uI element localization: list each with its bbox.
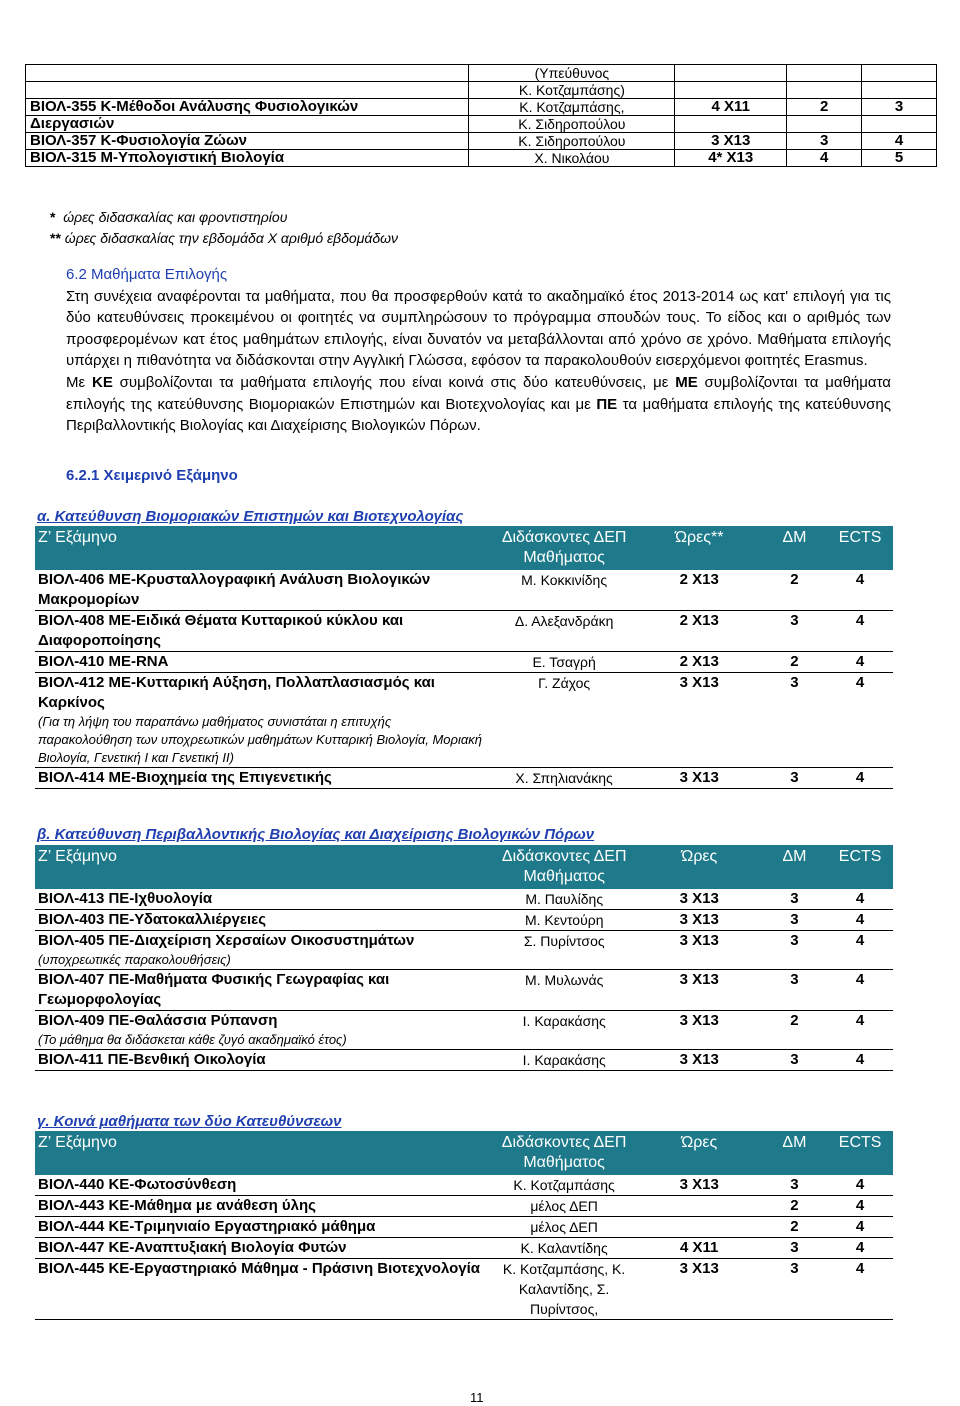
instructor: Ι. Καρακάσης — [492, 1050, 637, 1071]
dm: 3 — [762, 910, 828, 931]
table-row — [35, 652, 893, 673]
hours: 3 Χ13 — [675, 133, 787, 150]
dm: 3 — [762, 1238, 828, 1259]
footnotes — [50, 207, 398, 249]
hours — [675, 82, 787, 99]
hours-header: Ώρες — [637, 1131, 762, 1175]
hours: 3 Χ13 — [637, 673, 762, 768]
table-row — [35, 611, 893, 652]
course-cell — [35, 652, 492, 673]
table-row — [35, 1259, 893, 1320]
course-cell — [35, 1175, 491, 1196]
instructor: Κ. Κοτζαμπάσης — [491, 1175, 636, 1196]
ects: 4 — [827, 652, 893, 673]
section-paragraph-2: Με ΚΕ συμβολίζονται τα μαθήματα επιλογής που είναι κοινά στις δύο κατευθύνσεις, με ΜΕ συμβολίζονται τα μαθήματα επιλογής της κατεύθυνσης Βιομοριακών Επιστημών και Βιοτεχνολογίας και με ΠΕ τα μαθήματα επιλογής της κατεύθυνσης Περιβαλλοντικής Βιολογίας και Διαχείρισης Βιολογικών Πόρων. — [66, 373, 891, 435]
ects: 4 — [827, 1196, 893, 1217]
dm — [787, 116, 862, 133]
table-row — [35, 673, 893, 768]
ects: 4 — [827, 1175, 893, 1196]
course-name: ΒΙΟΛ-411 ΠΕ-Βενθική Οικολογία — [38, 1051, 266, 1068]
table-header-row — [35, 1131, 893, 1175]
hours — [675, 116, 787, 133]
instructor: Κ. Κοτζαμπάσης, — [469, 99, 675, 116]
hours: 3 Χ13 — [637, 889, 762, 910]
course-cell — [35, 1050, 492, 1071]
footnote-1: * ώρες διδασκαλίας και φροντιστηρίου — [50, 209, 288, 225]
hours: 2 Χ13 — [637, 570, 762, 611]
table-row — [26, 82, 937, 99]
dm — [787, 82, 862, 99]
dm: 2 — [762, 652, 827, 673]
dm: 2 — [787, 99, 862, 116]
hours: 2 Χ13 — [637, 652, 762, 673]
semester-header: Ζ’ Εξάμηνο — [35, 845, 492, 889]
dm: 2 — [762, 1011, 828, 1050]
table-row — [35, 931, 893, 970]
course-cell — [35, 570, 492, 611]
dm: 3 — [762, 768, 827, 789]
ects-header: ECTS — [827, 845, 893, 889]
table-row — [26, 133, 937, 150]
course-cell — [35, 1011, 492, 1050]
hours: 4* Χ13 — [675, 150, 787, 167]
course-name: ΒΙΟΛ-406 ΜΕ-Κρυσταλλογραφική Ανάλυση Βιολογικών Μακρομορίων — [38, 571, 431, 608]
course-name: ΒΙΟΛ-440 ΚΕ-Φωτοσύνθεση — [38, 1176, 237, 1193]
hours: 3 Χ13 — [637, 1011, 762, 1050]
ects: 5 — [862, 150, 937, 167]
subsection-title: 6.2.1 Χειμερινό Εξάμηνο — [66, 467, 238, 484]
hours: 3 Χ13 — [637, 1050, 762, 1071]
page-number: 11 — [470, 1390, 484, 1405]
table-row — [35, 1238, 893, 1259]
ects: 4 — [827, 768, 893, 789]
course-table-b — [35, 845, 893, 1071]
course-note: (Για τη λήψη του παραπάνω μαθήματος συνιστάται η επιτυχής παρακολούθηση των υποχρεωτικών μαθημάτων Κυτταρική Βιολογία, Μοριακή Βιολογία, Γενετική Ι και Γενετική ΙΙ) — [38, 714, 483, 765]
section-elective-courses — [66, 264, 891, 437]
dm-header: ΔΜ — [762, 1131, 828, 1175]
ects-header: ECTS — [827, 1131, 893, 1175]
course-name — [26, 82, 469, 99]
section-title: 6.2 Μαθήματα Επιλογής — [66, 266, 228, 283]
hours — [637, 1217, 762, 1238]
instructor-header: Διδάσκοντες ΔΕΠ Μαθήματος — [492, 845, 637, 889]
ects: 3 — [862, 99, 937, 116]
ects: 4 — [827, 910, 893, 931]
course-name: ΒΙΟΛ-315 Μ-Υπολογιστική Βιολογία — [26, 150, 469, 167]
ects: 4 — [862, 133, 937, 150]
instructor: Μ. Κοκκινίδης — [492, 570, 637, 611]
footnote-2: ** ώρες διδασκαλίας την εβδομάδα Χ αριθμό εβδομάδων — [50, 230, 399, 246]
ects: 4 — [827, 1238, 893, 1259]
hours: 2 Χ13 — [637, 611, 762, 652]
dm-header: ΔΜ — [762, 526, 827, 570]
course-name: ΒΙΟΛ-405 ΠΕ-Διαχείριση Χερσαίων Οικοσυστημάτων — [38, 932, 415, 949]
instructor: μέλος ΔΕΠ — [491, 1196, 636, 1217]
course-cell — [35, 1196, 491, 1217]
ects: 4 — [827, 931, 893, 970]
course-table-a — [35, 526, 893, 789]
hours-header: Ώρες** — [637, 526, 762, 570]
course-cell — [35, 1217, 491, 1238]
course-name: ΒΙΟΛ-408 ΜΕ-Ειδικά Θέματα Κυτταρικού κύκλου και Διαφοροποίησης — [38, 612, 404, 649]
instructor: Σ. Πυρίντσος — [492, 931, 637, 970]
table-row — [26, 116, 937, 133]
dm: 2 — [762, 570, 827, 611]
course-cell — [35, 910, 492, 931]
ects: 4 — [827, 1259, 893, 1320]
instructor: Ι. Καρακάσης — [492, 1011, 637, 1050]
hours: 4 Χ11 — [637, 1238, 762, 1259]
table-row — [35, 1011, 893, 1050]
course-cell — [35, 673, 492, 768]
course-table-c — [35, 1131, 893, 1320]
dm-header: ΔΜ — [762, 845, 828, 889]
course-cell — [35, 970, 492, 1011]
dm: 2 — [762, 1196, 828, 1217]
table-row — [35, 570, 893, 611]
ects-header: ECTS — [827, 526, 893, 570]
course-cell — [35, 889, 492, 910]
section-paragraph-1: Στη συνέχεια αναφέρονται τα μαθήματα, που θα προσφερθούν κατά το ακαδημαϊκό έτος 2013-2014 ως κατ' επιλογή για τις δύο κατευθύνσεις προκειμένου οι φοιτητές να συμπληρώσουν το πρόγραμμα σπουδών τους. Το είδος και ο αριθμός των προσφερομένων κατ έτος μαθημάτων επιλογής, είναι δυνατόν να μεταβάλλονται από χρόνο σε χρόνο. Μαθήματα επιλογής υπάρχει η πιθανότητα να διδάσκονται στην Αγγλική Γλώσσα, εφόσον τα παρακολουθούν εισερχόμενοι φοιτητές Erasmus. — [66, 287, 891, 370]
table-header-row — [35, 526, 893, 570]
dm: 3 — [762, 931, 828, 970]
header-line-2: ΟΔΗΓΟΣ ΠΡΟΠΤΥΧΙΑΚΩΝ ΣΠΟΥΔΩΝ 2013-2014 — [487, 32, 890, 47]
instructor: Χ. Νικολάου — [469, 150, 675, 167]
ects: 4 — [827, 1011, 893, 1050]
ects — [862, 65, 937, 82]
course-note: (Το μάθημα θα διδάσκεται κάθε ζυγό ακαδημαϊκό έτος) — [38, 1032, 347, 1047]
hours-header: Ώρες — [637, 845, 762, 889]
hours: 3 Χ13 — [637, 970, 762, 1011]
course-name — [26, 65, 469, 82]
ects: 4 — [827, 889, 893, 910]
dm: 3 — [762, 611, 827, 652]
instructor: (Υπεύθυνος — [469, 65, 675, 82]
dm: 3 — [762, 970, 828, 1011]
hours — [637, 1196, 762, 1217]
course-name: ΒΙΟΛ-413 ΠΕ-Ιχθυολογία — [38, 890, 213, 907]
dm: 3 — [762, 1175, 828, 1196]
ects: 4 — [827, 673, 893, 768]
instructor: Χ. Σπηλιανάκης — [492, 768, 637, 789]
dm: 3 — [762, 889, 828, 910]
hours: 4 Χ11 — [675, 99, 787, 116]
instructor: μέλος ΔΕΠ — [491, 1217, 636, 1238]
course-name: ΒΙΟΛ-447 ΚΕ-Αναπτυξιακή Βιολογία Φυτών — [38, 1239, 347, 1256]
course-name: ΒΙΟΛ-357 Κ-Φυσιολογία Ζώων — [26, 133, 469, 150]
ects: 4 — [827, 570, 893, 611]
semester-header: Ζ’ Εξάμηνο — [35, 1131, 491, 1175]
instructor: Μ. Παυλίδης — [492, 889, 637, 910]
semester-header: Ζ’ Εξάμηνο — [35, 526, 492, 570]
hours — [675, 65, 787, 82]
course-name: ΒΙΟΛ-409 ΠΕ-Θαλάσσια Ρύπανση — [38, 1012, 278, 1029]
course-name: ΒΙΟΛ-407 ΠΕ-Μαθήματα Φυσικής Γεωγραφίας και Γεωμορφολογίας — [38, 971, 390, 1008]
instructor: Ε. Τσαγρή — [492, 652, 637, 673]
table-row — [35, 1175, 893, 1196]
continued-course-table — [25, 64, 937, 167]
instructor: Κ. Σιδηροπούλου — [469, 133, 675, 150]
instructor: Μ. Μυλωνάς — [492, 970, 637, 1011]
instructor: Κ. Κοτζαμπάσης, Κ. Καλαντίδης, Σ. Πυρίντσος, — [491, 1259, 636, 1320]
course-cell — [35, 1259, 491, 1320]
table-row — [26, 150, 937, 167]
hours: 3 Χ13 — [637, 910, 762, 931]
dm: 2 — [762, 1217, 828, 1238]
table-row — [35, 768, 893, 789]
course-cell — [35, 768, 492, 789]
dm: 3 — [762, 1050, 828, 1071]
table-caption-a: α. Κατεύθυνση Βιομοριακών Επιστημών και Βιοτεχνολογίας — [37, 508, 464, 525]
header-line-1: ΤΜΗΜΑ ΒΙΟΛΟΓΙΑΣ ΠΑΝΕΠΙΣΤΗΜΙΟΥ ΚΡΗΤΗΣ — [496, 10, 890, 25]
course-note: (υποχρεωτικές παρακολουθήσεις) — [38, 952, 231, 967]
table-row — [35, 1217, 893, 1238]
table-row — [35, 970, 893, 1011]
course-name: ΒΙΟΛ-410 ΜΕ-RNA — [38, 653, 169, 670]
dm: 4 — [787, 150, 862, 167]
course-name: ΒΙΟΛ-355 Κ-Μέθοδοι Ανάλυσης Φυσιολογικών — [26, 99, 469, 116]
instructor: Δ. Αλεξανδράκη — [492, 611, 637, 652]
course-name: ΒΙΟΛ-403 ΠΕ-Υδατοκαλλιέργειες — [38, 911, 267, 928]
course-name: ΒΙΟΛ-414 ΜΕ-Βιοχημεία της Επιγενετικής — [38, 769, 332, 786]
instructor: Γ. Ζάχος — [492, 673, 637, 768]
table-caption-b: β. Κατεύθυνση Περιβαλλοντικής Βιολογίας και Διαχείρισης Βιολογικών Πόρων — [37, 826, 595, 843]
ects — [862, 82, 937, 99]
instructor-header: Διδάσκοντες ΔΕΠ Μαθήματος — [491, 1131, 636, 1175]
table-row — [35, 889, 893, 910]
course-name: ΒΙΟΛ-443 ΚΕ-Μάθημα με ανάθεση ύλης — [38, 1197, 316, 1214]
instructor: Μ. Κεντούρη — [492, 910, 637, 931]
instructor-header: Διδάσκοντες ΔΕΠ Μαθήματος — [492, 526, 637, 570]
table-row — [35, 1196, 893, 1217]
course-cell — [35, 611, 492, 652]
instructor: Κ. Κοτζαμπάσης) — [469, 82, 675, 99]
hours: 3 Χ13 — [637, 768, 762, 789]
ects: 4 — [827, 611, 893, 652]
dm: 3 — [762, 1259, 828, 1320]
course-cell — [35, 931, 492, 970]
dm: 3 — [787, 133, 862, 150]
course-name: Διεργασιών — [26, 116, 469, 133]
course-name: ΒΙΟΛ-412 ΜΕ-Κυτταρική Αύξηση, Πολλαπλασιασμός και Καρκίνος — [38, 674, 435, 711]
dm — [787, 65, 862, 82]
instructor: Κ. Καλαντίδης — [491, 1238, 636, 1259]
table-row — [35, 910, 893, 931]
dm: 3 — [762, 673, 827, 768]
hours: 3 Χ13 — [637, 1259, 762, 1320]
table-header-row — [35, 845, 893, 889]
table-row — [26, 65, 937, 82]
hours: 3 Χ13 — [637, 931, 762, 970]
ects: 4 — [827, 1217, 893, 1238]
table-caption-c: γ. Κοινά μαθήματα των δύο Κατευθύνσεων — [37, 1113, 342, 1130]
instructor: Κ. Σιδηροπούλου — [469, 116, 675, 133]
hours: 3 Χ13 — [637, 1175, 762, 1196]
table-row — [26, 99, 937, 116]
table-row — [35, 1050, 893, 1071]
ects: 4 — [827, 970, 893, 1011]
ects — [862, 116, 937, 133]
course-name: ΒΙΟΛ-444 ΚΕ-Τριμηνιαίο Εργαστηριακό μάθημα — [38, 1218, 376, 1235]
ects: 4 — [827, 1050, 893, 1071]
course-name: ΒΙΟΛ-445 ΚΕ-Εργαστηριακό Μάθημα - Πράσινη Βιοτεχνολογία — [38, 1260, 481, 1277]
course-cell — [35, 1238, 491, 1259]
